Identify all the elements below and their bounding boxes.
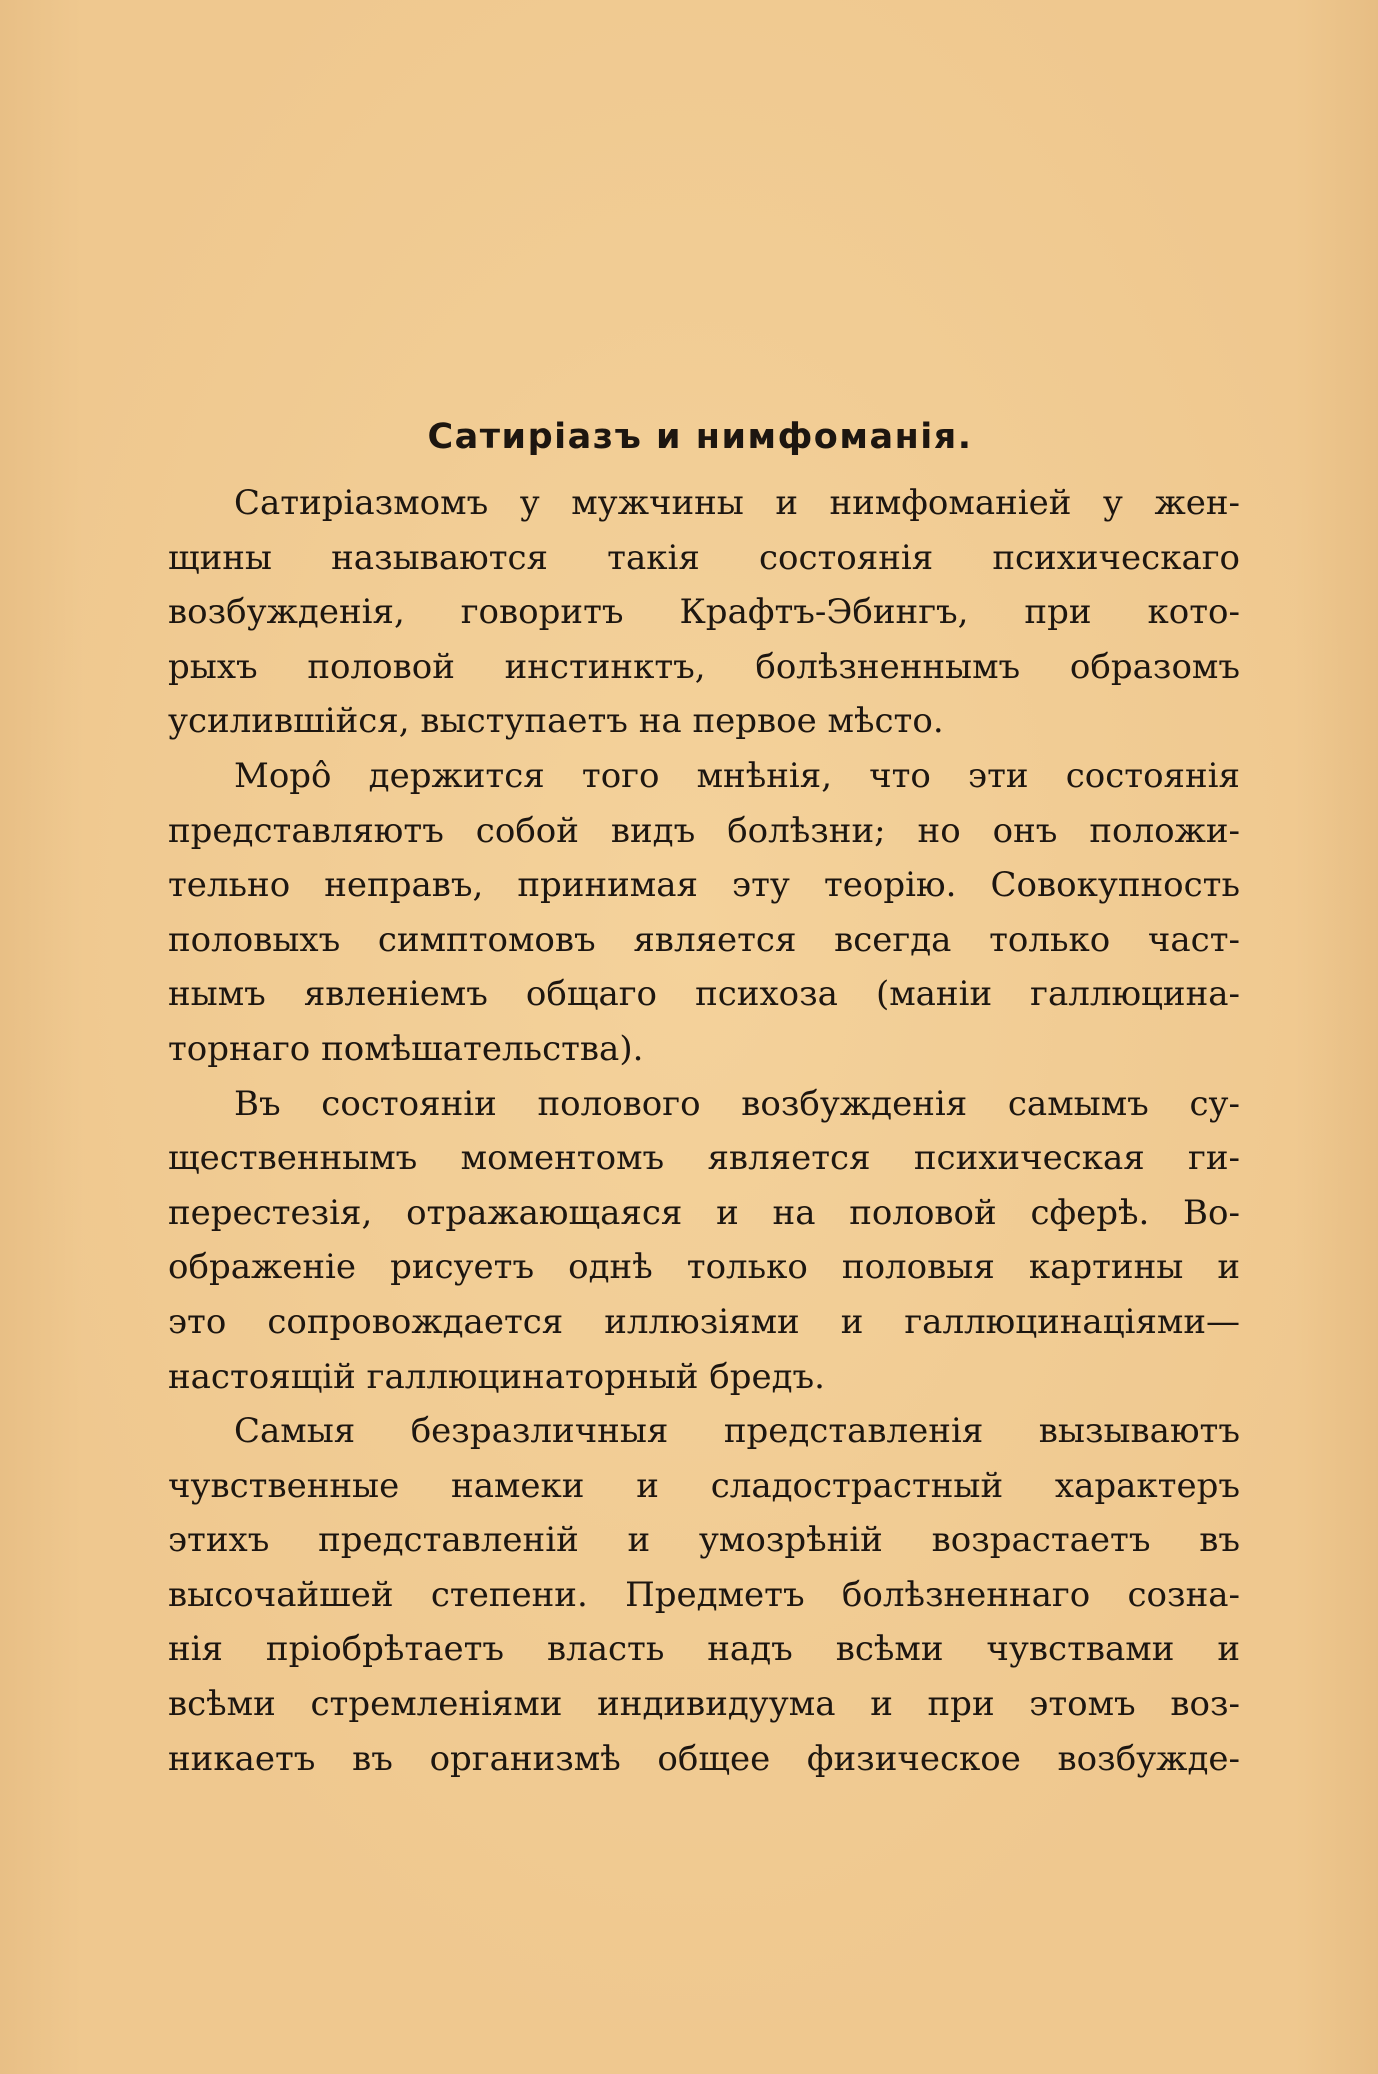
text-line: перестезія, отражающаяся и на половой сферѣ. Во- — [168, 1192, 1240, 1233]
text-line: никаетъ въ организмѣ общее физическое возбужде- — [168, 1738, 1240, 1779]
text-line: Сатиріазмомъ у мужчины и нимфоманіей у жен- — [234, 483, 1240, 523]
text-line: чувственные намеки и сладострастный характеръ — [168, 1465, 1240, 1506]
text-line: ображеніе рисуетъ однѣ только половыя картины и — [168, 1247, 1240, 1288]
text-line: представляютъ собой видъ болѣзни; но онъ положи- — [168, 810, 1240, 851]
paragraph — [168, 749, 1240, 1077]
paragraph — [168, 1077, 1240, 1405]
text-line: торнаго помѣшательства). — [168, 1028, 644, 1069]
text-line: щественнымъ моментомъ является психическая ги- — [168, 1138, 1240, 1179]
text-line: Самыя безразличныя представленія вызываютъ — [234, 1411, 1240, 1452]
text-line: нымъ явленіемъ общаго психоза (маніи галлюцина- — [168, 974, 1240, 1015]
text-line: настоящій галлюцинаторный бредъ. — [168, 1356, 825, 1397]
text-line: высочайшей степени. Предметъ болѣзненнаго созна- — [168, 1574, 1240, 1615]
text-line: этихъ представленій и умозрѣній возрастаетъ въ — [168, 1520, 1240, 1561]
text-line: усилившійся, выступаетъ на первое мѣсто. — [168, 701, 944, 742]
page-text — [168, 404, 1240, 1786]
text-line: нія пріобрѣтаетъ власть надъ всѣми чувствами и — [168, 1629, 1240, 1670]
section-heading: Сатиріазъ и нимфоманія. — [427, 417, 973, 457]
text-line: тельно неправъ, принимая эту теорію. Совокупность — [168, 865, 1240, 906]
text-line: возбужденія, говоритъ Крафтъ-Эбингъ, при кото- — [168, 592, 1240, 633]
text-line: рыхъ половой инстинктъ, болѣзненнымъ образомъ — [168, 646, 1240, 687]
paragraph — [168, 476, 1240, 749]
paragraphs — [168, 476, 1240, 1786]
text-line: щины называются такія состоянія психическаго — [168, 537, 1240, 578]
text-line: половыхъ симптомовъ является всегда только част- — [168, 919, 1240, 960]
text-line: всѣми стремленіями индивидуума и при этомъ воз- — [168, 1684, 1240, 1725]
paragraph — [168, 1404, 1240, 1786]
text-line: это сопровождается иллюзіями и галлюцинаціями— — [168, 1301, 1240, 1342]
text-line: Морô держится того мнѣнія, что эти состоянія — [234, 755, 1240, 796]
text-line: Въ состояніи полового возбужденія самымъ су- — [234, 1083, 1240, 1124]
